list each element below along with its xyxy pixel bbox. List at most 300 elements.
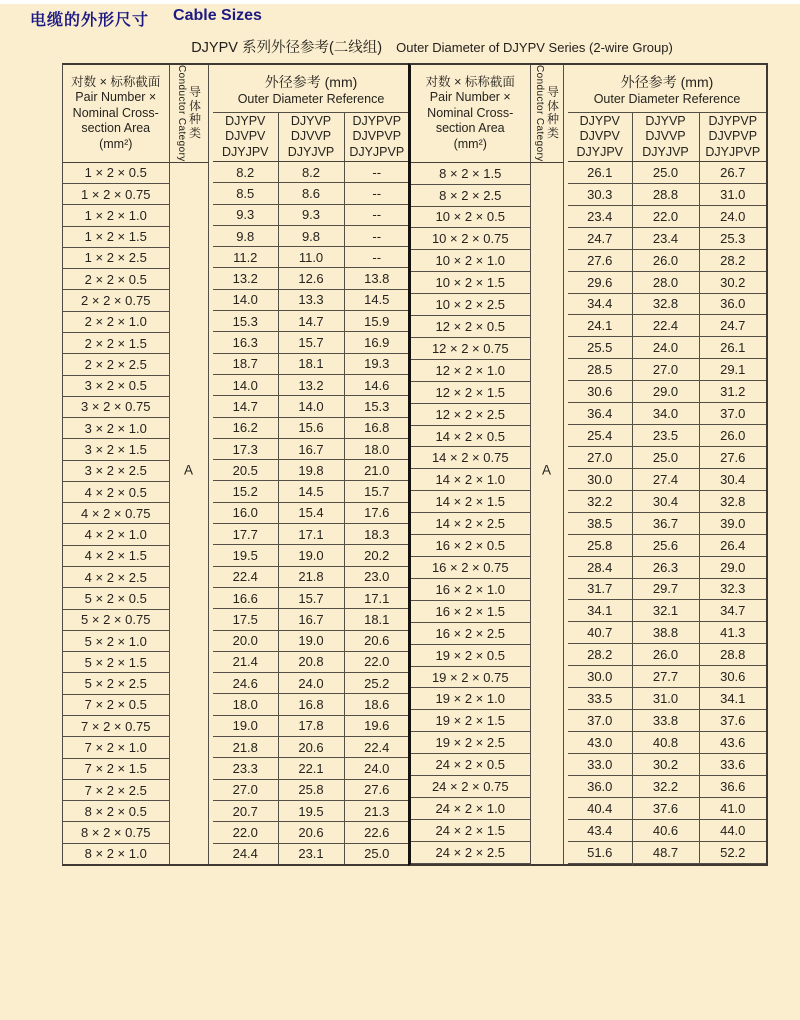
diameter-value-cell: 25.8 bbox=[278, 779, 344, 800]
diameter-value-cell: 23.4 bbox=[632, 227, 699, 249]
right-pair-conductor-columns bbox=[411, 65, 564, 864]
table-row bbox=[568, 381, 766, 403]
pair-size-cell: 14 × 2 × 2.5 bbox=[411, 513, 530, 535]
diameter-value-cell: 15.4 bbox=[278, 502, 344, 523]
diameter-value-cell: 24.4 bbox=[213, 843, 278, 864]
outer-diameter-header-english: Outer Diameter Reference bbox=[237, 91, 385, 106]
diameter-value-cell: 8.2 bbox=[278, 162, 344, 183]
pair-size-cell: 19 × 2 × 2.5 bbox=[411, 732, 530, 754]
diameter-value-cell: 31.0 bbox=[632, 688, 699, 710]
diameter-value-cell: 17.5 bbox=[213, 609, 278, 630]
diameter-value-cell: 19.0 bbox=[278, 630, 344, 651]
diameter-value-cell: 33.5 bbox=[568, 688, 632, 710]
table-row bbox=[568, 315, 766, 337]
diameter-value-cell: 20.0 bbox=[213, 630, 278, 651]
diameter-value-cell: -- bbox=[344, 183, 409, 204]
diameter-value-cell: 11.2 bbox=[213, 247, 278, 268]
diameter-value-cell: 17.8 bbox=[278, 715, 344, 736]
diameter-value-cell: 30.3 bbox=[568, 183, 632, 205]
diameter-value-cell: 19.0 bbox=[213, 715, 278, 736]
outer-diameter-header-chinese: 外径参考 (mm) bbox=[264, 73, 358, 90]
diameter-value-cell: 19.8 bbox=[278, 460, 344, 481]
diameter-value-cell: 26.0 bbox=[699, 425, 766, 447]
conductor-category-value: A bbox=[541, 462, 552, 478]
outer-diameter-header bbox=[568, 65, 766, 113]
diameter-value-cell: 36.6 bbox=[699, 775, 766, 797]
pair-size-cell: 19 × 2 × 0.75 bbox=[411, 666, 530, 688]
diameter-value-cell: 16.7 bbox=[278, 609, 344, 630]
pair-size-cell: 16 × 2 × 2.5 bbox=[411, 622, 530, 644]
pair-number-header: 对数 × 标称截面 Pair Number × Nominal Cross- section Area (mm²) bbox=[63, 65, 169, 162]
table-row bbox=[213, 247, 409, 268]
diameter-value-cell: 29.0 bbox=[632, 381, 699, 403]
diameter-value-cell: 38.5 bbox=[568, 512, 632, 534]
diameter-value-cell: 34.1 bbox=[699, 688, 766, 710]
diameter-value-cell: 27.6 bbox=[568, 249, 632, 271]
pair-size-cell: 14 × 2 × 1.5 bbox=[411, 491, 530, 513]
table-row bbox=[213, 566, 409, 587]
diameter-value-cell: 21.8 bbox=[278, 566, 344, 587]
diameter-value-cell: 33.8 bbox=[632, 710, 699, 732]
pair-size-cell: 5 × 2 × 0.5 bbox=[63, 588, 169, 609]
table-row bbox=[213, 225, 409, 246]
diameter-value-cell: 9.3 bbox=[213, 204, 278, 225]
pair-size-cell: 24 × 2 × 1.0 bbox=[411, 797, 530, 819]
table-row bbox=[568, 600, 766, 622]
pair-size-cell: 10 × 2 × 0.5 bbox=[411, 206, 530, 228]
diameter-value-cell: 28.0 bbox=[632, 271, 699, 293]
diameter-value-cell: 23.5 bbox=[632, 425, 699, 447]
diameter-value-cell: 18.1 bbox=[278, 353, 344, 374]
pair-size-cell: 1 × 2 × 0.5 bbox=[63, 162, 169, 183]
diameter-value-cell: 14.0 bbox=[213, 289, 278, 310]
pair-size-cell: 3 × 2 × 0.5 bbox=[63, 375, 169, 396]
left-diameter-columns bbox=[213, 65, 409, 864]
pair-size-cell: 10 × 2 × 0.75 bbox=[411, 228, 530, 250]
diameter-value-cell: 34.7 bbox=[699, 600, 766, 622]
table-row bbox=[213, 268, 409, 289]
diameter-value-cell: 20.6 bbox=[344, 630, 409, 651]
diameter-value-cell: 18.6 bbox=[344, 694, 409, 715]
diameter-value-cell: 40.6 bbox=[632, 819, 699, 841]
diameter-value-cell: 27.0 bbox=[213, 779, 278, 800]
diameter-value-cell bbox=[568, 863, 632, 864]
diameter-value-cell: 25.4 bbox=[568, 425, 632, 447]
diameter-value-cell: 39.0 bbox=[699, 512, 766, 534]
diameter-value-cell: 9.3 bbox=[278, 204, 344, 225]
conductor-category-header bbox=[169, 65, 208, 162]
diameter-value-cell bbox=[699, 863, 766, 864]
diameter-value-cell: 27.0 bbox=[568, 446, 632, 468]
page-title-chinese: 电缆的外形尺寸 bbox=[30, 12, 150, 29]
pair-number-header: 对数 × 标称截面 Pair Number × Nominal Cross- section Area (mm²) bbox=[411, 65, 530, 162]
table-row bbox=[213, 460, 409, 481]
table-row bbox=[568, 512, 766, 534]
right-diameter-columns bbox=[568, 65, 766, 864]
diameter-value-cell: 43.4 bbox=[568, 819, 632, 841]
column-header-djypvp: DJYPVP DJVPVP DJYJPVP bbox=[699, 113, 766, 162]
diameter-value-cell: 13.8 bbox=[344, 268, 409, 289]
diameter-value-cell: 30.0 bbox=[568, 468, 632, 490]
pair-size-cell: 5 × 2 × 1.5 bbox=[63, 652, 169, 673]
diameter-value-cell: 26.7 bbox=[699, 162, 766, 184]
diameter-value-cell: 30.6 bbox=[699, 666, 766, 688]
pair-size-cell: 7 × 2 × 2.5 bbox=[63, 779, 169, 800]
diameter-value-cell: 22.0 bbox=[213, 822, 278, 843]
diameter-value-cell: 24.6 bbox=[213, 673, 278, 694]
diameter-value-cell: 19.3 bbox=[344, 353, 409, 374]
diameter-value-cell: 8.2 bbox=[213, 162, 278, 183]
diameter-value-cell: 8.6 bbox=[278, 183, 344, 204]
pair-size-cell: 5 × 2 × 2.5 bbox=[63, 673, 169, 694]
diameter-value-cell: 24.0 bbox=[699, 205, 766, 227]
table-row bbox=[213, 289, 409, 310]
table-row bbox=[568, 753, 766, 775]
column-header-djypvp: DJYPVP DJVPVP DJYJPVP bbox=[344, 113, 409, 162]
diameter-value-cell: 16.8 bbox=[278, 694, 344, 715]
pair-size-cell: 16 × 2 × 1.0 bbox=[411, 578, 530, 600]
pair-size-cell: 14 × 2 × 0.5 bbox=[411, 425, 530, 447]
pair-size-cell: 2 × 2 × 0.5 bbox=[63, 269, 169, 290]
pair-size-cell: 8 × 2 × 0.5 bbox=[63, 801, 169, 822]
diameter-value-cell: 13.2 bbox=[278, 374, 344, 395]
pair-size-cell: 2 × 2 × 0.75 bbox=[63, 290, 169, 311]
diameter-value-cell: 32.2 bbox=[632, 775, 699, 797]
column-header-djyvp: DJYVP DJVVP DJYJVP bbox=[278, 113, 344, 162]
diameter-value-cell: 14.5 bbox=[278, 481, 344, 502]
diameter-value-cell: 30.4 bbox=[699, 468, 766, 490]
diameter-value-cell: 34.4 bbox=[568, 293, 632, 315]
diameter-value-cell: 28.2 bbox=[568, 644, 632, 666]
diameter-value-cell: 27.6 bbox=[699, 446, 766, 468]
diameter-value-cell: 21.3 bbox=[344, 800, 409, 821]
pair-size-cell: 19 × 2 × 1.0 bbox=[411, 688, 530, 710]
pair-size-cell: 16 × 2 × 0.75 bbox=[411, 557, 530, 579]
diameter-value-cell: 21.0 bbox=[344, 460, 409, 481]
pair-size-cell: 5 × 2 × 1.0 bbox=[63, 630, 169, 651]
outer-diameter-header bbox=[213, 65, 409, 113]
pair-size-cell: 7 × 2 × 0.5 bbox=[63, 694, 169, 715]
table-row bbox=[568, 271, 766, 293]
diameter-value-cell: 28.8 bbox=[632, 183, 699, 205]
pair-size-cell: 3 × 2 × 1.0 bbox=[63, 418, 169, 439]
diameter-value-cell: 40.4 bbox=[568, 797, 632, 819]
pair-size-cell: 16 × 2 × 0.5 bbox=[411, 535, 530, 557]
diameter-value-cell: 33.6 bbox=[699, 753, 766, 775]
diameter-value-cell: 24.0 bbox=[344, 758, 409, 779]
table-left-half bbox=[62, 63, 408, 866]
diameter-value-cell: 20.7 bbox=[213, 800, 278, 821]
diameter-value-cell: 15.7 bbox=[278, 587, 344, 608]
diameter-value-cell: 17.1 bbox=[344, 587, 409, 608]
diameter-value-cell: 40.8 bbox=[632, 731, 699, 753]
diameter-value-cell: 19.5 bbox=[278, 800, 344, 821]
table-right-half bbox=[408, 63, 768, 866]
table-row bbox=[568, 468, 766, 490]
pair-size-cell: 12 × 2 × 1.0 bbox=[411, 359, 530, 381]
pair-size-cell: 14 × 2 × 0.75 bbox=[411, 447, 530, 469]
diameter-value-cell: 14.7 bbox=[278, 311, 344, 332]
table-row bbox=[568, 797, 766, 819]
table-row bbox=[568, 337, 766, 359]
diameter-value-cell: 23.1 bbox=[278, 843, 344, 864]
pair-size-cell: 4 × 2 × 0.75 bbox=[63, 503, 169, 524]
left-pair-conductor-columns bbox=[63, 65, 209, 864]
diameter-value-cell: 36.4 bbox=[568, 403, 632, 425]
table-row bbox=[213, 715, 409, 736]
table-row bbox=[213, 587, 409, 608]
diameter-value-cell: 22.1 bbox=[278, 758, 344, 779]
pair-size-cell: 1 × 2 × 1.0 bbox=[63, 205, 169, 226]
diameter-value-cell: 38.8 bbox=[632, 622, 699, 644]
table-row bbox=[568, 446, 766, 468]
pair-size-cell: 4 × 2 × 2.5 bbox=[63, 567, 169, 588]
diameter-value-cell: 17.1 bbox=[278, 524, 344, 545]
page-title bbox=[30, 7, 262, 30]
diameter-reference-table bbox=[62, 63, 768, 866]
table-row bbox=[568, 556, 766, 578]
table-row bbox=[411, 162, 563, 184]
diameter-value-cell: 23.4 bbox=[568, 205, 632, 227]
diameter-value-cell: 19.6 bbox=[344, 715, 409, 736]
diameter-value-cell: 31.2 bbox=[699, 381, 766, 403]
diameter-value-cell: 24.7 bbox=[699, 315, 766, 337]
pair-size-cell: 2 × 2 × 1.5 bbox=[63, 332, 169, 353]
pair-size-cell: 12 × 2 × 0.5 bbox=[411, 316, 530, 338]
table-row bbox=[568, 534, 766, 556]
table-row bbox=[213, 673, 409, 694]
table-row bbox=[568, 688, 766, 710]
conductor-category-header-chinese: 导 体 种 类 bbox=[188, 85, 201, 140]
table-row bbox=[213, 822, 409, 843]
conductor-category-cell bbox=[169, 162, 208, 864]
diameter-value-cell: 28.4 bbox=[568, 556, 632, 578]
diameter-value-cell: 29.1 bbox=[699, 359, 766, 381]
pair-size-cell: 19 × 2 × 1.5 bbox=[411, 710, 530, 732]
diameter-value-cell: 24.7 bbox=[568, 227, 632, 249]
diameter-value-cell: 22.4 bbox=[632, 315, 699, 337]
diameter-value-cell: 15.9 bbox=[344, 311, 409, 332]
pair-size-cell: 24 × 2 × 1.5 bbox=[411, 819, 530, 841]
table-row bbox=[213, 779, 409, 800]
diameter-value-cell: 12.6 bbox=[278, 268, 344, 289]
diameter-value-cell: 20.8 bbox=[278, 651, 344, 672]
diameter-value-cell: 51.6 bbox=[568, 841, 632, 863]
diameter-value-cell: 41.0 bbox=[699, 797, 766, 819]
diameter-value-cell: 23.0 bbox=[344, 566, 409, 587]
pair-size-cell: 3 × 2 × 1.5 bbox=[63, 439, 169, 460]
table-subtitle-chinese: DJYPV 系列外径参考(二线组) bbox=[191, 40, 383, 56]
diameter-value-cell: 25.2 bbox=[344, 673, 409, 694]
diameter-value-cell: 9.8 bbox=[213, 225, 278, 246]
table-row bbox=[568, 359, 766, 381]
diameter-value-cell: 26.0 bbox=[632, 644, 699, 666]
page-title-english: Cable Sizes bbox=[173, 7, 262, 24]
diameter-value-cell: 26.4 bbox=[699, 534, 766, 556]
diameter-value-cell: 15.6 bbox=[278, 417, 344, 438]
table-row bbox=[568, 183, 766, 205]
table-row bbox=[568, 863, 766, 864]
diameter-value-cell: 16.7 bbox=[278, 438, 344, 459]
pair-size-cell bbox=[411, 863, 530, 864]
diameter-value-cell: 20.2 bbox=[344, 545, 409, 566]
diameter-value-cell: 29.7 bbox=[632, 578, 699, 600]
diameter-value-cell: 36.7 bbox=[632, 512, 699, 534]
diameter-value-cell: 32.2 bbox=[568, 490, 632, 512]
diameter-value-cell: 21.4 bbox=[213, 651, 278, 672]
diameter-value-cell: 23.3 bbox=[213, 758, 278, 779]
pair-size-cell: 12 × 2 × 0.75 bbox=[411, 337, 530, 359]
diameter-value-cell: 40.7 bbox=[568, 622, 632, 644]
diameter-value-cell: 25.5 bbox=[568, 337, 632, 359]
pair-size-cell: 4 × 2 × 1.0 bbox=[63, 524, 169, 545]
diameter-value-cell: 32.3 bbox=[699, 578, 766, 600]
table-row bbox=[213, 502, 409, 523]
table-row bbox=[568, 731, 766, 753]
table-row bbox=[213, 545, 409, 566]
diameter-value-cell: 29.6 bbox=[568, 271, 632, 293]
pair-size-cell: 8 × 2 × 1.5 bbox=[411, 162, 530, 184]
diameter-value-cell: 36.0 bbox=[699, 293, 766, 315]
diameter-value-cell: 37.6 bbox=[699, 710, 766, 732]
diameter-value-cell: 11.0 bbox=[278, 247, 344, 268]
table-row bbox=[63, 162, 208, 183]
diameter-value-cell: 16.3 bbox=[213, 332, 278, 353]
pair-size-cell: 4 × 2 × 1.5 bbox=[63, 545, 169, 566]
pair-size-cell: 12 × 2 × 1.5 bbox=[411, 381, 530, 403]
table-row bbox=[568, 819, 766, 841]
diameter-value-cell: 37.6 bbox=[632, 797, 699, 819]
pair-size-cell: 8 × 2 × 0.75 bbox=[63, 822, 169, 843]
outer-diameter-header-english: Outer Diameter Reference bbox=[593, 91, 741, 106]
pair-size-cell: 7 × 2 × 1.0 bbox=[63, 737, 169, 758]
diameter-value-cell: 30.6 bbox=[568, 381, 632, 403]
diameter-value-cell: 44.0 bbox=[699, 819, 766, 841]
outer-diameter-header-chinese: 外径参考 (mm) bbox=[620, 73, 714, 90]
diameter-value-cell: 24.0 bbox=[632, 337, 699, 359]
pair-size-cell: 1 × 2 × 2.5 bbox=[63, 247, 169, 268]
diameter-value-cell: 32.1 bbox=[632, 600, 699, 622]
pair-size-cell: 2 × 2 × 2.5 bbox=[63, 354, 169, 375]
table-row bbox=[213, 417, 409, 438]
table-row bbox=[568, 403, 766, 425]
table-row bbox=[568, 227, 766, 249]
diameter-value-cell: 18.0 bbox=[213, 694, 278, 715]
diameter-value-cell: 25.8 bbox=[568, 534, 632, 556]
pair-size-cell: 24 × 2 × 0.5 bbox=[411, 754, 530, 776]
diameter-value-cell: 15.2 bbox=[213, 481, 278, 502]
diameter-value-cell: 32.8 bbox=[699, 490, 766, 512]
table-row bbox=[568, 162, 766, 184]
table-row bbox=[213, 396, 409, 417]
pair-size-cell: 8 × 2 × 2.5 bbox=[411, 184, 530, 206]
diameter-value-cell: 13.2 bbox=[213, 268, 278, 289]
diameter-value-cell: 22.4 bbox=[344, 737, 409, 758]
diameter-value-cell: 15.7 bbox=[278, 332, 344, 353]
diameter-value-cell: -- bbox=[344, 204, 409, 225]
table-row bbox=[568, 205, 766, 227]
diameter-value-cell: 36.0 bbox=[568, 775, 632, 797]
pair-size-cell: 16 × 2 × 1.5 bbox=[411, 600, 530, 622]
diameter-value-cell: 31.7 bbox=[568, 578, 632, 600]
pair-size-cell: 7 × 2 × 1.5 bbox=[63, 758, 169, 779]
pair-size-cell: 3 × 2 × 0.75 bbox=[63, 396, 169, 417]
table-row bbox=[213, 162, 409, 183]
pair-size-cell: 3 × 2 × 2.5 bbox=[63, 460, 169, 481]
diameter-value-cell: 43.6 bbox=[699, 731, 766, 753]
diameter-value-cell: 28.5 bbox=[568, 359, 632, 381]
table-row bbox=[213, 800, 409, 821]
diameter-value-cell: 14.0 bbox=[213, 374, 278, 395]
diameter-value-cell: 16.8 bbox=[344, 417, 409, 438]
diameter-value-cell: 18.3 bbox=[344, 524, 409, 545]
table-row bbox=[568, 710, 766, 732]
diameter-value-cell: 18.0 bbox=[344, 438, 409, 459]
table-row bbox=[213, 204, 409, 225]
table-row bbox=[213, 609, 409, 630]
diameter-value-cell: 16.6 bbox=[213, 587, 278, 608]
diameter-value-cell: 52.2 bbox=[699, 841, 766, 863]
column-header-djypv: DJYPV DJVPV DJYJPV bbox=[568, 113, 632, 162]
diameter-value-cell: 14.6 bbox=[344, 374, 409, 395]
table-row bbox=[213, 353, 409, 374]
diameter-value-cell: 26.0 bbox=[632, 249, 699, 271]
diameter-value-cell: 20.5 bbox=[213, 460, 278, 481]
diameter-value-cell: 43.0 bbox=[568, 731, 632, 753]
table-row bbox=[568, 841, 766, 863]
table-row bbox=[568, 249, 766, 271]
pair-size-cell: 10 × 2 × 1.0 bbox=[411, 250, 530, 272]
table-row bbox=[213, 758, 409, 779]
diameter-value-cell: 22.4 bbox=[213, 566, 278, 587]
diameter-value-cell: 25.0 bbox=[632, 162, 699, 184]
diameter-value-cell: 33.0 bbox=[568, 753, 632, 775]
diameter-value-cell: -- bbox=[344, 162, 409, 183]
table-row bbox=[568, 293, 766, 315]
table-row bbox=[568, 425, 766, 447]
conductor-category-value: A bbox=[183, 462, 194, 478]
pair-size-cell: 2 × 2 × 1.0 bbox=[63, 311, 169, 332]
diameter-value-cell: 25.3 bbox=[699, 227, 766, 249]
diameter-value-cell: 28.8 bbox=[699, 644, 766, 666]
pair-size-cell: 1 × 2 × 0.75 bbox=[63, 183, 169, 204]
table-subtitle bbox=[32, 36, 800, 57]
diameter-value-cell: 29.0 bbox=[699, 556, 766, 578]
diameter-value-cell: 25.0 bbox=[632, 446, 699, 468]
table-row bbox=[213, 311, 409, 332]
pair-size-cell: 10 × 2 × 2.5 bbox=[411, 294, 530, 316]
pair-size-cell: 12 × 2 × 2.5 bbox=[411, 403, 530, 425]
diameter-value-cell: 31.0 bbox=[699, 183, 766, 205]
top-white-strip bbox=[0, 0, 800, 4]
column-header-djypv: DJYPV DJVPV DJYJPV bbox=[213, 113, 278, 162]
diameter-value-cell: 8.5 bbox=[213, 183, 278, 204]
diameter-value-cell: 34.0 bbox=[632, 403, 699, 425]
pair-size-cell: 7 × 2 × 0.75 bbox=[63, 716, 169, 737]
conductor-category-header bbox=[530, 65, 563, 162]
diameter-value-cell: 17.6 bbox=[344, 502, 409, 523]
diameter-value-cell: 18.1 bbox=[344, 609, 409, 630]
table-row bbox=[213, 737, 409, 758]
diameter-value-cell: 37.0 bbox=[568, 710, 632, 732]
diameter-value-cell: 22.0 bbox=[344, 651, 409, 672]
diameter-value-cell: 32.8 bbox=[632, 293, 699, 315]
pair-size-cell: 8 × 2 × 1.0 bbox=[63, 843, 169, 864]
diameter-value-cell: 28.2 bbox=[699, 249, 766, 271]
diameter-value-cell: 20.6 bbox=[278, 822, 344, 843]
table-row bbox=[213, 332, 409, 353]
conductor-category-header-english: Conductor Category bbox=[533, 65, 545, 162]
